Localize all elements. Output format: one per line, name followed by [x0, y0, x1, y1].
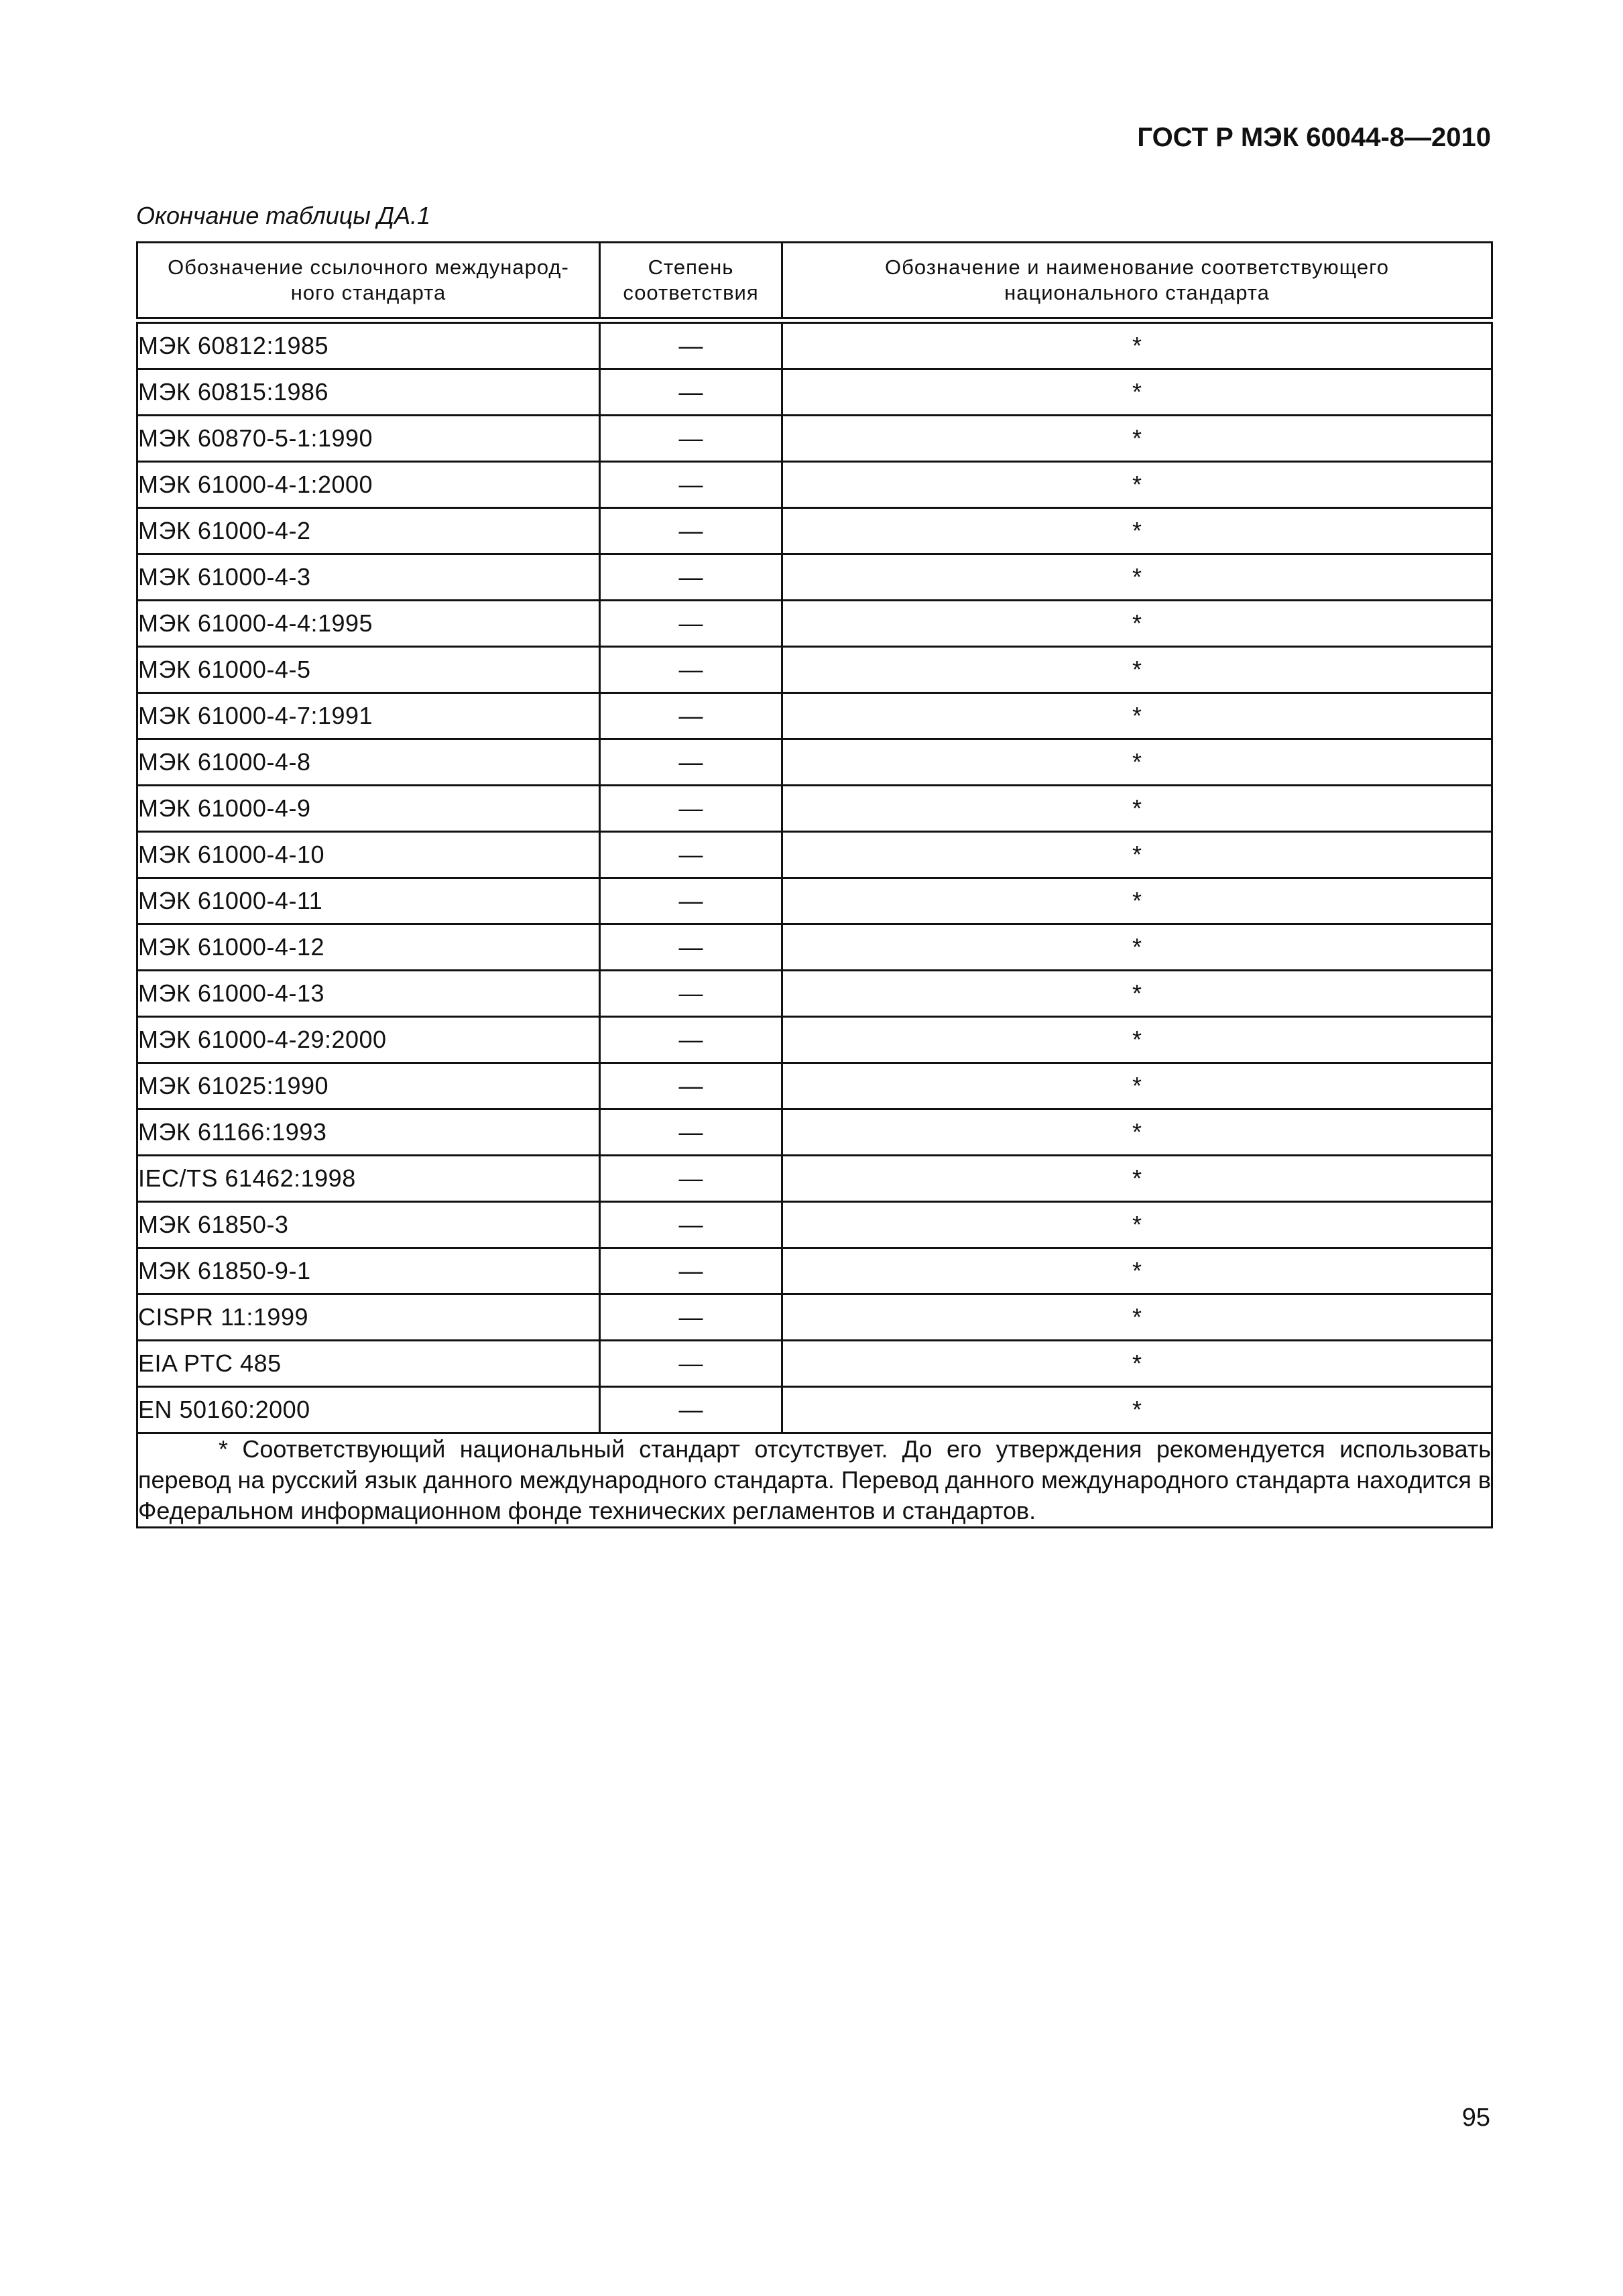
footnote-text: * Соответствующий национальный стандарт отсутствует. До его утверждения рекомендуется использовать перевод на русский язык данного международного стандарта. Перевод данного международного стандарта находится в Федеральном информационном фонде технических регламентов и стандартов. [137, 1433, 1492, 1528]
national-standard-cell: * [782, 1109, 1492, 1156]
table-row [137, 739, 1492, 786]
reference-standard-cell: МЭК 61000-4-12 [137, 924, 600, 971]
table-row [137, 1063, 1492, 1109]
national-standard-cell: * [782, 832, 1492, 878]
correspondence-degree-cell: — [600, 647, 782, 693]
table-row [137, 971, 1492, 1017]
national-standard-cell: * [782, 924, 1492, 971]
national-standard-cell: * [782, 508, 1492, 554]
reference-standard-cell: МЭК 61000-4-1:2000 [137, 462, 600, 508]
table-row [137, 832, 1492, 878]
correspondence-degree-cell: — [600, 1109, 782, 1156]
reference-standards-table [136, 241, 1493, 1528]
correspondence-degree-cell: — [600, 1248, 782, 1294]
reference-standard-cell: МЭК 61000-4-10 [137, 832, 600, 878]
reference-standard-cell: МЭК 61000-4-5 [137, 647, 600, 693]
column-header-reference [137, 243, 600, 321]
national-standard-cell: * [782, 693, 1492, 739]
table-row [137, 462, 1492, 508]
table-row [137, 601, 1492, 647]
national-standard-cell: * [782, 786, 1492, 832]
reference-standard-cell: МЭК 60815:1986 [137, 369, 600, 416]
table-row [137, 924, 1492, 971]
reference-standard-cell: МЭК 61166:1993 [137, 1109, 600, 1156]
correspondence-degree-cell: — [600, 1156, 782, 1202]
correspondence-degree-cell: — [600, 832, 782, 878]
correspondence-degree-cell: — [600, 878, 782, 924]
reference-standard-cell: МЭК 60812:1985 [137, 320, 600, 369]
table-header-row [137, 243, 1492, 321]
national-standard-cell: * [782, 601, 1492, 647]
correspondence-degree-cell: — [600, 1387, 782, 1433]
table-row [137, 554, 1492, 601]
reference-standard-cell: МЭК 60870-5-1:1990 [137, 416, 600, 462]
reference-standard-cell: МЭК 61000-4-8 [137, 739, 600, 786]
reference-standard-cell: МЭК 61850-3 [137, 1202, 600, 1248]
correspondence-degree-cell: — [600, 693, 782, 739]
reference-standard-cell: МЭК 61000-4-11 [137, 878, 600, 924]
table-row [137, 878, 1492, 924]
national-standard-cell: * [782, 1063, 1492, 1109]
reference-standard-cell: МЭК 61000-4-3 [137, 554, 600, 601]
national-standard-cell: * [782, 554, 1492, 601]
reference-standard-cell: МЭК 61000-4-13 [137, 971, 600, 1017]
page-number: 95 [1461, 2104, 1490, 2132]
correspondence-degree-cell: — [600, 320, 782, 369]
reference-standard-cell: EN 50160:2000 [137, 1387, 600, 1433]
national-standard-cell: * [782, 462, 1492, 508]
reference-standard-cell: МЭК 61000-4-29:2000 [137, 1017, 600, 1063]
correspondence-degree-cell: — [600, 554, 782, 601]
table-row [137, 1387, 1492, 1433]
reference-standard-cell: МЭК 61000-4-7:1991 [137, 693, 600, 739]
table-row [137, 693, 1492, 739]
table-row [137, 1017, 1492, 1063]
reference-standard-cell: МЭК 61850-9-1 [137, 1248, 600, 1294]
table-row [137, 1202, 1492, 1248]
table-row [137, 786, 1492, 832]
national-standard-cell: * [782, 320, 1492, 369]
national-standard-cell: * [782, 647, 1492, 693]
reference-standard-cell: МЭК 61025:1990 [137, 1063, 600, 1109]
correspondence-degree-cell: — [600, 1063, 782, 1109]
reference-standard-cell: CISPR 11:1999 [137, 1294, 600, 1341]
table-row [137, 369, 1492, 416]
table-row [137, 416, 1492, 462]
national-standard-cell: * [782, 971, 1492, 1017]
national-standard-cell: * [782, 1341, 1492, 1387]
national-standard-cell: * [782, 416, 1492, 462]
correspondence-degree-cell: — [600, 462, 782, 508]
correspondence-degree-cell: — [600, 1017, 782, 1063]
national-standard-cell: * [782, 1387, 1492, 1433]
national-standard-cell: * [782, 1156, 1492, 1202]
document-header: ГОСТ Р МЭК 60044-8—2010 [1137, 123, 1491, 152]
reference-standard-cell: IEC/TS 61462:1998 [137, 1156, 600, 1202]
table-row [137, 1341, 1492, 1387]
correspondence-degree-cell: — [600, 1202, 782, 1248]
column-header-reference-label: Обозначение ссылочного международ- ного стандарта [168, 255, 569, 304]
correspondence-degree-cell: — [600, 416, 782, 462]
column-header-degree [600, 243, 782, 321]
correspondence-degree-cell: — [600, 508, 782, 554]
table-row [137, 1109, 1492, 1156]
reference-standard-cell: МЭК 61000-4-9 [137, 786, 600, 832]
table-row [137, 647, 1492, 693]
national-standard-cell: * [782, 1248, 1492, 1294]
national-standard-cell: * [782, 369, 1492, 416]
table-caption: Окончание таблицы ДА.1 [136, 202, 431, 229]
table-body [137, 320, 1492, 1433]
column-header-degree-label: Степень соответствия [623, 255, 759, 304]
footnote-row [137, 1433, 1492, 1528]
table-row [137, 1294, 1492, 1341]
national-standard-cell: * [782, 1202, 1492, 1248]
correspondence-degree-cell: — [600, 739, 782, 786]
national-standard-cell: * [782, 878, 1492, 924]
national-standard-cell: * [782, 1017, 1492, 1063]
reference-standard-cell: МЭК 61000-4-4:1995 [137, 601, 600, 647]
reference-standard-cell: EIA PTC 485 [137, 1341, 600, 1387]
correspondence-degree-cell: — [600, 786, 782, 832]
correspondence-degree-cell: — [600, 924, 782, 971]
correspondence-degree-cell: — [600, 601, 782, 647]
table-row [137, 508, 1492, 554]
table-row [137, 1248, 1492, 1294]
correspondence-degree-cell: — [600, 971, 782, 1017]
table-row [137, 1156, 1492, 1202]
national-standard-cell: * [782, 739, 1492, 786]
reference-standard-cell: МЭК 61000-4-2 [137, 508, 600, 554]
correspondence-degree-cell: — [600, 1341, 782, 1387]
correspondence-degree-cell: — [600, 1294, 782, 1341]
column-header-national-label: Обозначение и наименование соответствующего национального стандарта [884, 255, 1390, 304]
table-row [137, 320, 1492, 369]
correspondence-degree-cell: — [600, 369, 782, 416]
national-standard-cell: * [782, 1294, 1492, 1341]
column-header-national [782, 243, 1492, 321]
